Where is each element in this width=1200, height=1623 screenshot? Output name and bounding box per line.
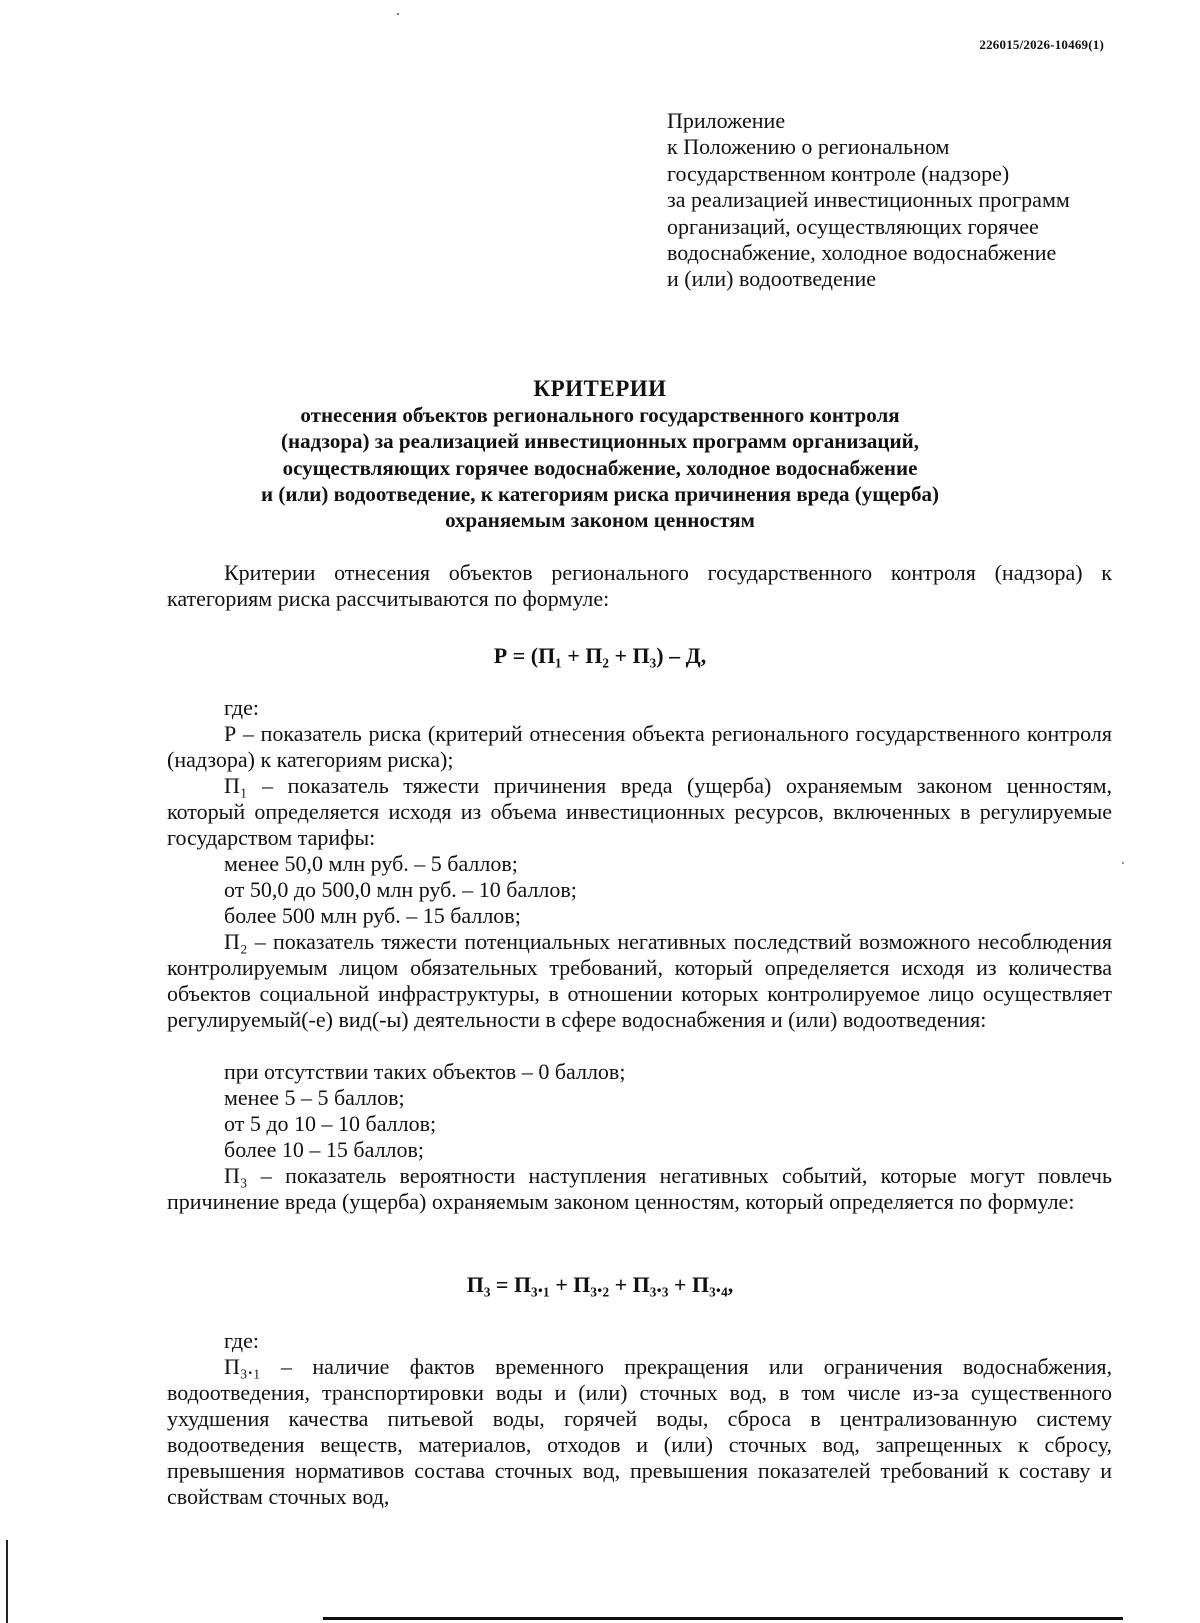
scan-speck: [397, 13, 399, 15]
document-number: 226015/2026-10469(1): [979, 37, 1104, 52]
subtitle-line: осуществляющих горячее водоснабжение, холодное водоснабжение: [282, 455, 918, 480]
scan-edge-line: [6, 1540, 8, 1623]
p1-definition: П₁ – показатель тяжести причинения вреда (ущерба) охраняемым законом ценностям, который определяется исходя из объема инвестиционных ресурсов, включенных в регулируемые государством тарифы:: [167, 773, 1112, 850]
p2-definition: П₂ – показатель тяжести потенциальных негативных последствий возможного несоблюдения контролируемым лицом обязательных требований, который определяется исходя из количества объектов социальной инфраструктуры, в отношении которых контролируемое лицо осуществляет регулируемый(-е) вид(-ы) деятельности в сфере водоснабжения и (или) водоотведения:: [167, 929, 1112, 1032]
where-label: где:: [224, 695, 259, 720]
p3-formula: П₃ = П₃.₁ + П₃.₂ + П₃.₃ + П₃.₄,: [466, 1272, 734, 1297]
p1-item: более 500 млн руб. – 15 баллов;: [224, 903, 521, 928]
subtitle-line: (надзора) за реализацией инвестиционных программ организаций,: [281, 429, 919, 454]
p1-item: от 50,0 до 500,0 млн руб. – 10 баллов;: [224, 877, 577, 902]
where-label: где:: [224, 1328, 259, 1353]
document-title: КРИТЕРИИ: [533, 376, 667, 401]
risk-formula: Р = (П₁ + П₂ + П₃) – Д,: [493, 643, 707, 668]
p2-item: от 5 до 10 – 10 баллов;: [224, 1111, 437, 1136]
p31-definition: П₃.₁ – наличие фактов временного прекращения или ограничения водоснабжения, водоотведения, транспортировки воды и (или) сточных вод, в том числе из-за существенного ухудшения качества питьевой воды, горячей воды, сброса в централизованную систему водоотведения веществ, материалов, отходов и (или) сточных вод, запрещенных к сбросу, превышения нормативов состава сточных вод, превышения показателей требований к составу и свойствам сточных вод,: [167, 1354, 1112, 1509]
p1-item: менее 50,0 млн руб. – 5 баллов;: [224, 851, 518, 876]
subtitle-line: и (или) водоотведение, к категориям риска причинения вреда (ущерба): [261, 481, 939, 506]
document-subtitle: [0, 402, 1200, 533]
annex-line: за реализацией инвестиционных программ: [667, 187, 1070, 213]
p2-item: при отсутствии таких объектов – 0 баллов;: [224, 1059, 626, 1084]
scan-speck: [1122, 862, 1124, 864]
p2-item: менее 5 – 5 баллов;: [224, 1085, 405, 1110]
annex-line: и (или) водоотведение: [667, 266, 877, 292]
p2-item: более 10 – 15 баллов;: [224, 1137, 425, 1162]
annex-line: Приложение: [667, 108, 786, 133]
scan-bottom-line: [323, 1617, 1123, 1620]
p3-definition: П₃ – показатель вероятности наступления негативных событий, которые могут повлечь причинение вреда (ущерба) охраняемым законом ценностям, который определяется по формуле:: [167, 1163, 1112, 1214]
annex-line: организаций, осуществляющих горячее: [667, 213, 1039, 239]
annex-line: водоснабжение, холодное водоснабжение: [667, 240, 1057, 266]
annex-header: [667, 108, 1127, 293]
annex-line: государственном контроле (надзоре): [667, 160, 1010, 186]
annex-line: к Положению о региональном: [667, 134, 950, 160]
intro-paragraph: Критерии отнесения объектов регионального государственного контроля (надзора) к категориям риска рассчитываются по формуле:: [167, 560, 1112, 611]
subtitle-line: охраняемым законом ценностям: [445, 508, 755, 533]
subtitle-line: отнесения объектов регионального государственного контроля: [300, 403, 900, 427]
p-definition: Р – показатель риска (критерий отнесения объекта регионального государственного контроля (надзора) к категориям риска);: [167, 721, 1112, 772]
